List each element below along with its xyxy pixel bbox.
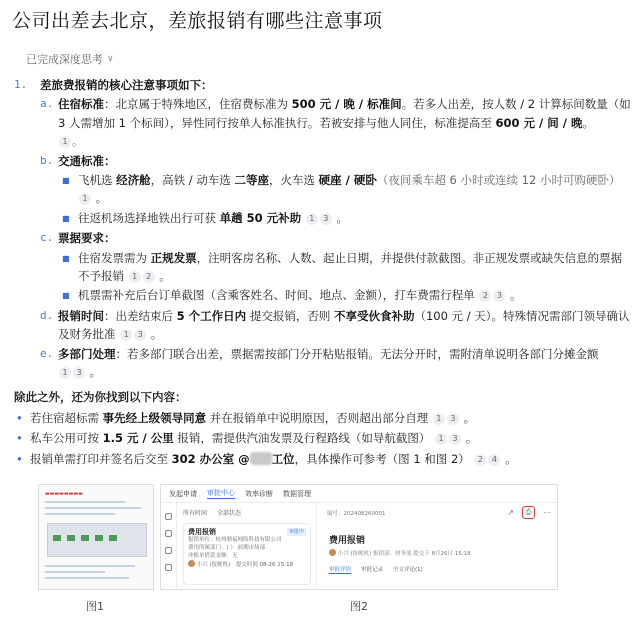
citation-badge[interactable]: 1 — [59, 136, 71, 148]
detail-meta — [329, 549, 471, 557]
text-line — [45, 571, 105, 573]
green-block — [53, 535, 61, 541]
bold-text: 1.5 元 / 公里 — [102, 431, 174, 446]
figure-2-thumbnail[interactable] — [160, 484, 558, 590]
dot-bullet-icon: • — [16, 431, 23, 446]
citation-badge[interactable]: 1 — [120, 329, 132, 341]
bullet-item: ■ 机票需补充后台订单截图（含乘客姓名、时间、地点、金额），打车费需行程单 2 3 。 — [58, 286, 632, 305]
bold-text: 二等座 — [234, 173, 269, 188]
status-badge: 审批中 — [288, 529, 304, 535]
text-line — [45, 513, 115, 515]
extra-item: • 若住宿超标需 事先经上级领导同意 并在报销单中说明原因，否则超出部分自理 1 3 。 — [14, 409, 632, 427]
more-icon: ⋯ — [543, 508, 551, 517]
citation-badge[interactable]: 1 — [306, 213, 318, 225]
bold-text: 正规发票 — [150, 250, 197, 265]
figure-2-sidebar — [161, 503, 177, 589]
text: 。若多人出差，按人数 / 2 计算标间数量（如 3 人需增加 1 个标间），异性同行按单人标准执行。若被安排与他人同住，标准提高至 — [58, 97, 631, 130]
card-line: 报销单位：杭州鼎福网络科技有限公司 — [188, 537, 282, 543]
sub-item-label: 住宿标准 — [58, 97, 104, 112]
card-line: 费用所属部门：( ） 前期市场部 — [188, 545, 266, 551]
citation-badge[interactable]: 3 — [449, 433, 461, 445]
filter: 所有时间 — [183, 510, 208, 517]
citation-badge[interactable]: 3 — [73, 367, 85, 379]
list-letter: a. — [40, 97, 54, 111]
green-block — [95, 535, 103, 541]
bold-text: 单趟 50 元补助 — [219, 210, 302, 225]
text: （100 元 / 天）。特殊情况需部门领导确认及财务批准 — [58, 308, 630, 342]
bullet-item: ■ 住宿发票需为 正规发票，注明客房名称、人数、起止日期，并提供付款截图。非正规发票或缺失信息的票据不予报销 1 2 。 — [58, 249, 632, 286]
citation-badge[interactable]: 3 — [134, 329, 146, 341]
colon: ： — [104, 231, 116, 246]
card-title: 费用报销 — [188, 528, 216, 536]
thinking-label: 已完成深度思考 — [26, 53, 103, 66]
redacted-name — [250, 452, 272, 465]
figure-1-thumbnail[interactable] — [38, 484, 154, 590]
detail-tabs — [329, 565, 423, 574]
dot-bullet-icon: • — [16, 410, 23, 425]
sub-item-b — [14, 152, 632, 229]
sub-item-label: 交通标准 — [58, 153, 104, 168]
citation-badge[interactable]: 4 — [488, 454, 500, 466]
detail-actions — [507, 506, 551, 519]
text: ：若多部门联合出差，票据需按部门分开粘贴报销。无法分开时，需附清单说明各部门分摊金额 — [115, 346, 599, 361]
citation-badge[interactable]: 2 — [143, 271, 155, 283]
nav-icon — [165, 547, 172, 554]
bold-text: 经济舱 — [116, 173, 151, 188]
bold-text: 302 办公室 @ — [171, 451, 250, 466]
text: 往返机场选择地铁出行可获 — [78, 210, 220, 225]
tab-active: 审批详情 — [329, 567, 352, 573]
sub-item-d: d. 报销时间：出差结束后 5 个工作日内 提交报销，否则 不享受伙食补助（100 元 / 天）。特殊情况需部门领导确认及财务批准 1 3 。 — [14, 307, 632, 344]
tab: 全文评论(1) — [393, 567, 423, 573]
tab-active: 审批中心 — [207, 489, 235, 497]
list-number: 1. — [14, 78, 28, 91]
sub-item-label: 多部门处理 — [58, 346, 116, 361]
figure-2-list — [177, 503, 317, 589]
nav-icon — [165, 530, 172, 537]
bold-text: 不享受伙食补助 — [333, 308, 415, 323]
list-letter: d. — [40, 308, 54, 322]
text: 飞机选 — [78, 173, 117, 188]
filter-bar — [177, 503, 316, 522]
citation-badge[interactable]: 3 — [320, 213, 332, 225]
bold-text: 5 个工作日内 — [176, 308, 247, 323]
text: 住宿发票需为 — [78, 250, 151, 265]
extra-item: • 报销单需打印并签名后交至 302 办公室 @ 工位，具体操作可参考（图 1 和图 2） 2 4 。 — [14, 450, 632, 468]
avatar — [188, 560, 195, 567]
figure-1-caption: 图1 — [86, 600, 104, 613]
text: ：北京属于特殊地区，住宿费标准为 — [104, 97, 292, 112]
green-block — [109, 535, 117, 541]
list-item-1 — [14, 76, 632, 94]
sub-item-e: e. 多部门处理：若多部门联合出差，票据需按部门分开粘贴报销。无法分开时，需附清单说明各部门分摊金额 1 3 。 — [14, 345, 632, 382]
page-title: 公司出差去北京，差旅报销有哪些注意事项 — [12, 10, 383, 32]
approval-card — [183, 523, 311, 585]
bold-text: 500 元 / 晚 / 标准间 — [291, 97, 402, 112]
bullet-item: ■ 飞机选 经济舱，高铁 / 动车选 二等座，火车选 硬座 / 硬卧（夜间乘车超 6 小时或连续 12 小时可购硬卧） 1 。 — [58, 171, 632, 208]
text-line — [45, 577, 129, 579]
text: 报销，需提供汽油发票及行程路线（如导航截图） — [173, 431, 431, 446]
citation-badge[interactable]: 1 — [129, 271, 141, 283]
bold-text: 600 元 / 间 / 晚 — [495, 115, 583, 130]
list-letter: b. — [40, 153, 54, 167]
avatar — [329, 549, 336, 556]
card-line: 冲账单借款金额：无 — [188, 553, 238, 559]
text: 提交报销，否则 — [246, 308, 334, 323]
bold-text: 事先经上级领导同意 — [102, 410, 207, 425]
figure-1-header-line: ▬▬▬▬▬▬▬▬ — [45, 491, 83, 497]
square-bullet-icon: ■ — [62, 176, 70, 186]
text: 私车公用可按 — [30, 431, 103, 446]
text-line — [45, 565, 135, 567]
text: 并在报销单中说明原因，否则超出部分自理 — [206, 410, 429, 425]
green-block — [67, 535, 75, 541]
citation-badge[interactable]: 1 — [79, 193, 91, 205]
citation-badge[interactable]: 3 — [447, 413, 459, 425]
dot-bullet-icon: • — [16, 451, 23, 466]
chevron-down-icon: ∨ — [107, 54, 114, 64]
figures — [38, 484, 558, 613]
tab: 发起申请 — [169, 489, 197, 498]
list-letter: c. — [40, 231, 54, 245]
thinking-toggle[interactable] — [26, 51, 114, 67]
text: 机票需补充后台订单截图（含乘客姓名、时间、地点、金额），打车费需行程单 — [78, 288, 475, 303]
citation-badge[interactable]: 2 — [479, 290, 491, 302]
meta-text: 小兴 (报帐机) 报销部：财务部 提交于 8月26日 15:18 — [337, 551, 471, 557]
text: ：出差结束后 — [104, 308, 177, 323]
square-bullet-icon: ■ — [62, 291, 70, 301]
section-heading: 差旅费报销的核心注意事项如下 — [40, 78, 201, 92]
nav-icon — [165, 564, 172, 571]
bold-text: 硬座 / 硬卧 — [318, 173, 377, 188]
text-line — [45, 501, 125, 503]
citation-badge[interactable]: 1 — [59, 367, 71, 379]
filter: 全部状态 — [217, 510, 242, 517]
figure-2-topbar — [161, 485, 557, 503]
citation-badge[interactable]: 2 — [474, 454, 486, 466]
detail-title: 费用报销 — [329, 536, 366, 546]
colon: ： — [201, 78, 213, 92]
text: 若住宿超标需 — [30, 410, 103, 425]
text-line — [45, 507, 141, 509]
text: ，具体操作可参考（图 1 和图 2） — [294, 451, 470, 466]
tab: 效率诊断 — [245, 489, 273, 498]
colon: ： — [104, 153, 116, 168]
tab: 审批记录 — [361, 567, 384, 573]
card-user: 小兴 (报帐机) — [196, 562, 231, 568]
print-icon: ⎙ — [522, 506, 535, 519]
sub-item-c — [14, 229, 632, 306]
sub-item-label: 报销时间 — [58, 308, 104, 323]
bold-text: 工位 — [271, 451, 295, 466]
text: 报销单需打印并签名后交至 — [30, 451, 172, 466]
text: ，注明客房名称、人数、起止日期，并提供付款截图。非正规发票或缺失信息的票据不予报销 — [78, 250, 623, 284]
extra-heading: 除此之外，还为你找到以下内容： — [14, 389, 187, 404]
answer-body — [14, 76, 632, 468]
list-letter: e. — [40, 346, 54, 360]
text: ，高铁 / 动车选 — [150, 173, 235, 188]
citation-badge[interactable]: 3 — [493, 290, 505, 302]
square-bullet-icon: ■ — [62, 213, 70, 223]
share-icon: ↗ — [507, 508, 514, 517]
sub-item-label: 票据要求 — [58, 231, 104, 246]
text: ，火车选 — [269, 173, 319, 188]
bullet-item: ■ 往返机场选择地铁出行可获 单趟 50 元补助 1 3 。 — [58, 209, 632, 228]
text: （夜间乘车超 6 小时或连续 12 小时可购硬卧） — [376, 173, 621, 188]
card-time: 提交时间 08-26 15:18 — [235, 562, 294, 568]
square-bullet-icon: ■ — [62, 253, 70, 263]
citation-badge[interactable]: 1 — [435, 433, 447, 445]
citation-badge[interactable]: 1 — [433, 413, 445, 425]
nav-icon — [165, 513, 172, 520]
green-block — [81, 535, 89, 541]
sub-item-a: a. 住宿标准：北京属于特殊地区，住宿费标准为 500 元 / 晚 / 标准间。若多人出差，按人数 / 2 计算标间数量（如 3 人需增加 1 个标间），异性同行按单人标准执行。若被安排与他人同住，标准提高至 600 元 / 间 / 晚。 1 。 — [14, 95, 632, 150]
tab: 数据管理 — [283, 489, 311, 498]
doc-number: 编号：202408260001 — [327, 511, 386, 517]
figure-2-detail — [321, 503, 557, 589]
figure-2-caption: 图2 — [350, 600, 368, 613]
extra-item: • 私车公用可按 1.5 元 / 公里 报销，需提供汽油发票及行程路线（如导航截图） 1 3 。 — [14, 429, 632, 447]
